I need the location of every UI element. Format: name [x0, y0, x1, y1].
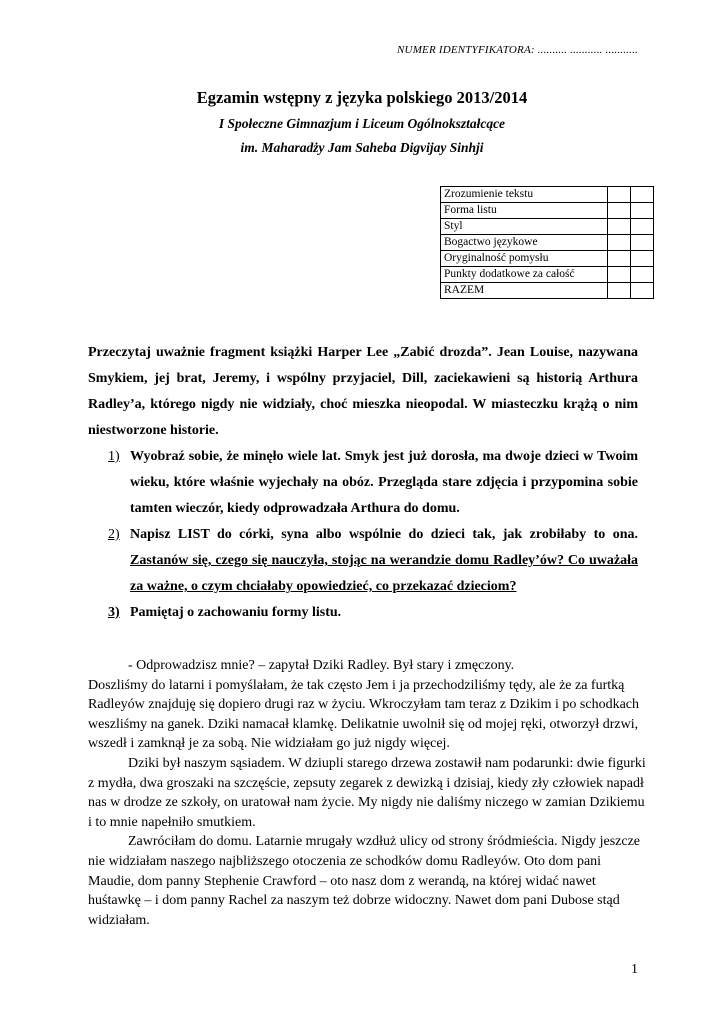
- score-cell[interactable]: [631, 235, 654, 251]
- instructions: [88, 340, 638, 626]
- table-row: [441, 283, 654, 299]
- table-row: [441, 235, 654, 251]
- task-number: 1): [108, 449, 120, 464]
- score-cell[interactable]: [631, 187, 654, 203]
- score-cell[interactable]: [608, 267, 631, 283]
- criterion-label: Styl: [441, 219, 608, 235]
- score-cell[interactable]: [631, 267, 654, 283]
- school-name: I Społeczne Gimnazjum i Liceum Ogólnokształcące: [218, 116, 506, 131]
- task-number: 2): [108, 527, 120, 542]
- table-row: [441, 251, 654, 267]
- task-text: Napisz LIST do córki, syna albo wspólnie do dzieci tak, jak zrobiłaby to ona.: [130, 527, 638, 542]
- school-patron: im. Maharadży Jam Saheba Digvijay Sinhji: [240, 140, 484, 155]
- table-row: [441, 187, 654, 203]
- score-cell[interactable]: [608, 203, 631, 219]
- task-text: Wyobraź sobie, że minęło wiele lat. Smyk jest już dorosła, ma dwoje dzieci w Twoim wieku, które właśnie wyjechały na obóz. Przegląda stare zdjęcia i przypomina sobie tamten wieczór, kiedy odprowadzała Arthura do domu.: [130, 449, 638, 516]
- excerpt-paragraph: Doszliśmy do latarni i pomyślałam, że tak często Jem i ja przechodziliśmy tędy, ale że za furtką Radleyów znajduję się dopiero drugi raz w życiu. Wkroczyłam tam teraz z Dzikim i po schodkach weszliśmy na ganek. Dziki namacał klamkę. Delikatnie uwolnił się od mojej ręki, otworzył drzwi, wszedł i zamknął je za sobą. Nie widziałam go już nigdy więcej.: [88, 677, 639, 752]
- task-text: Pamiętaj o zachowaniu formy listu.: [130, 605, 342, 620]
- task-number: 3): [108, 605, 120, 620]
- scoring-table: [440, 186, 654, 299]
- score-cell[interactable]: [608, 251, 631, 267]
- score-cell[interactable]: [631, 219, 654, 235]
- task-item: [88, 522, 638, 600]
- table-row: [441, 203, 654, 219]
- score-cell[interactable]: [608, 235, 631, 251]
- criterion-label: Bogactwo językowe: [441, 235, 608, 251]
- excerpt-paragraph: Zawróciłam do domu. Latarnie mrugały wzdłuż ulicy od strony śródmieścia. Nigdy jeszcze nie widziałam naszego najbliższego otoczenia ze schodków domu Radleyów. Oto dom pani Maudie, dom panny Stephenie Crawford – oto nasz dom z werandą, na której widać nawet huśtawkę – i dom panny Rachel za naszym też dobrze widoczny. Nawet dom pani Dubose stąd widziałam.: [88, 834, 641, 928]
- id-number-line: NUMER IDENTYFIKATORA: .......... ........... ...........: [397, 44, 638, 56]
- criterion-label: Punkty dodatkowe za całość: [441, 267, 608, 283]
- excerpt-paragraph: - Odprowadzisz mnie? – zapytał Dziki Radley. Był stary i zmęczony.: [128, 658, 515, 673]
- task-list: [88, 444, 638, 626]
- score-cell[interactable]: [608, 283, 631, 299]
- table-row: [441, 267, 654, 283]
- table-row: [441, 219, 654, 235]
- score-cell[interactable]: [631, 251, 654, 267]
- total-label: RAZEM: [441, 283, 608, 299]
- score-cell[interactable]: [608, 219, 631, 235]
- book-excerpt: [88, 656, 648, 930]
- exam-title: Egzamin wstępny z języka polskiego 2013/2014: [196, 88, 528, 107]
- task-item: [88, 444, 638, 522]
- task-item: [88, 600, 638, 626]
- score-cell[interactable]: [631, 203, 654, 219]
- page-number: 1: [631, 962, 638, 977]
- instructions-intro: Przeczytaj uważnie fragment książki Harper Lee „Zabić drozda”. Jean Louise, nazywana Smykiem, jej brat, Jeremy, i wspólny przyjaciel, Dill, zaciekawieni są historią Arthura Radley’a, którego nigdy nie widziały, choć mieszka nieopodal. W miasteczku krążą o nim niestworzone historie.: [88, 345, 638, 438]
- criterion-label: Oryginalność pomysłu: [441, 251, 608, 267]
- task-text-underlined: Zastanów się, czego się nauczyła, stojąc na werandzie domu Radley’ów? Co uważała za ważne, o czym chciałaby opowiedzieć, co przekazać dzieciom?: [130, 553, 638, 594]
- excerpt-paragraph: Dziki był naszym sąsiadem. W dziupli starego drzewa zostawił nam podarunki: dwie figurki z mydła, dwa groszaki na szczęście, zepsuty zegarek z dewizką i dzisiaj, kiedy zły człowiek napadł nas w drodze ze szkoły, on uratował nam życie. My nigdy nie daliśmy niczego w zamian Dzikiemu i to mnie napełniło smutkiem.: [88, 755, 646, 830]
- score-cell[interactable]: [608, 187, 631, 203]
- score-cell[interactable]: [631, 283, 654, 299]
- criterion-label: Zrozumienie tekstu: [441, 187, 608, 203]
- criterion-label: Forma listu: [441, 203, 608, 219]
